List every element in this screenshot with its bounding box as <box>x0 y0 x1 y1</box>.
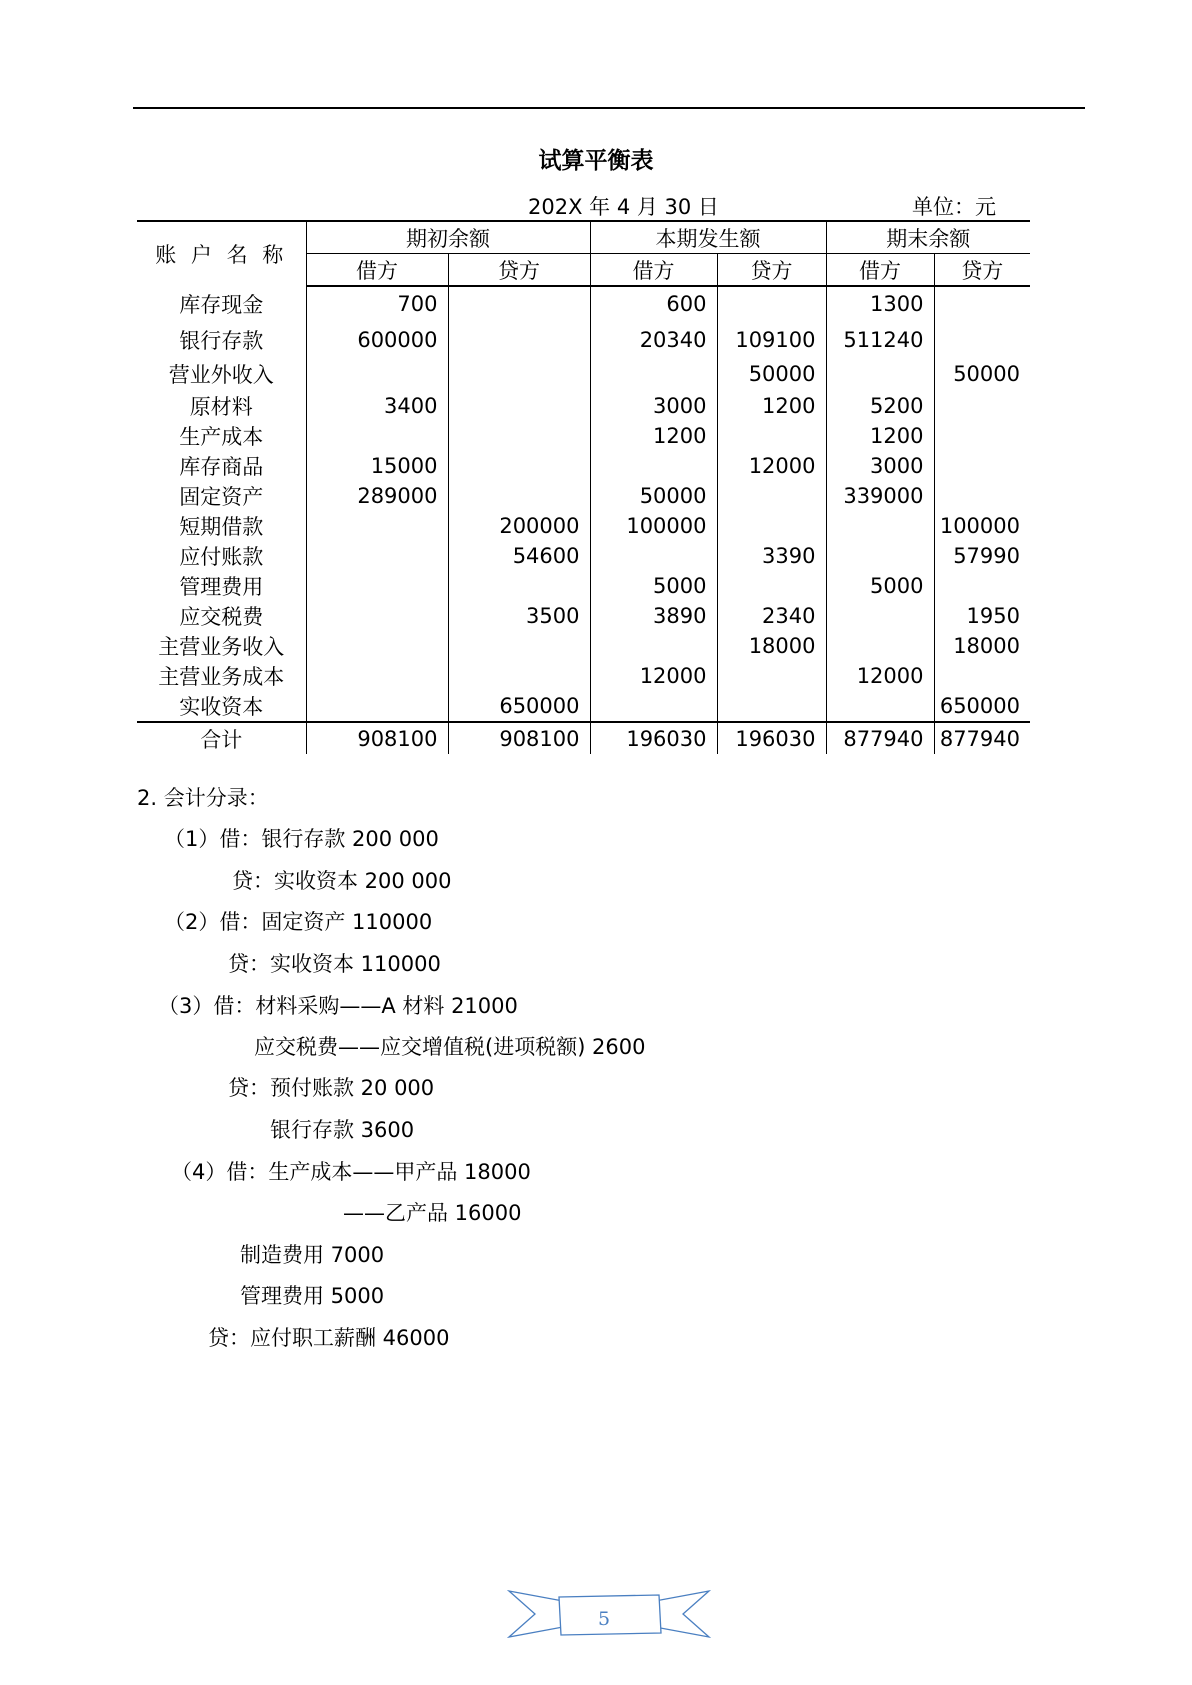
opening-credit-cell: 200000 <box>448 511 590 541</box>
period-debit-cell: 1200 <box>590 421 717 451</box>
total-row <box>137 722 1030 754</box>
opening-credit-cell: 3500 <box>448 601 590 631</box>
total-opening-debit: 908100 <box>306 722 448 754</box>
opening-debit-cell: 3400 <box>306 390 448 421</box>
period-debit-cell: 3000 <box>590 390 717 421</box>
account-name-cell: 固定资产 <box>179 485 264 509</box>
total-period-credit: 196030 <box>717 722 826 754</box>
journal-line: （1）借：银行存款 200 000 <box>164 827 439 851</box>
closing-credit-cell: 650000 <box>934 691 1030 722</box>
opening-credit-cell <box>448 390 590 421</box>
opening-credit-cell <box>448 286 590 321</box>
period-debit-cell: 5000 <box>590 571 717 601</box>
closing-credit-cell <box>934 286 1030 321</box>
period-credit-cell <box>717 421 826 451</box>
closing-credit-cell <box>934 571 1030 601</box>
account-name-cell: 短期借款 <box>179 515 264 539</box>
period-credit-cell <box>717 481 826 511</box>
period-credit-cell <box>717 571 826 601</box>
account-name-cell: 银行存款 <box>179 328 264 353</box>
ledger-row <box>137 601 1030 631</box>
debit-header: 借方 <box>826 254 934 287</box>
closing-credit-cell: 57990 <box>934 541 1030 571</box>
ledger-row <box>137 511 1030 541</box>
header-rule <box>133 107 1085 109</box>
ledger-row <box>137 481 1030 511</box>
opening-credit-cell <box>448 631 590 661</box>
closing-debit-cell <box>826 691 934 722</box>
ledger-row <box>137 358 1030 390</box>
credit-header: 贷方 <box>448 254 590 287</box>
journal-line: 贷：实收资本 200 000 <box>232 869 452 893</box>
period-debit-cell: 3890 <box>590 601 717 631</box>
account-name-cell: 库存现金 <box>179 292 264 317</box>
ledger-body <box>137 286 1030 722</box>
period-credit-cell <box>717 286 826 321</box>
period-debit-cell: 50000 <box>590 481 717 511</box>
credit-header: 贷方 <box>934 254 1030 287</box>
opening-balance-header: 期初余额 <box>306 221 590 254</box>
closing-debit-cell: 5000 <box>826 571 934 601</box>
closing-credit-cell <box>934 451 1030 481</box>
total-label: 合计 <box>137 722 306 754</box>
closing-credit-cell <box>934 481 1030 511</box>
closing-debit-cell: 5200 <box>826 390 934 421</box>
closing-credit-cell <box>934 661 1030 691</box>
journal-line: 管理费用 5000 <box>240 1284 385 1308</box>
ledger-row <box>137 691 1030 722</box>
closing-credit-cell: 1950 <box>934 601 1030 631</box>
period-credit-cell: 1200 <box>717 390 826 421</box>
journal-line: （4）借：生产成本——甲产品 18000 <box>171 1160 531 1184</box>
account-name-cell: 应交税费 <box>179 605 264 629</box>
ledger-row <box>137 631 1030 661</box>
period-credit-cell: 18000 <box>717 631 826 661</box>
journal-line: 贷：实收资本 110000 <box>228 952 441 976</box>
closing-credit-cell: 18000 <box>934 631 1030 661</box>
opening-debit-cell: 700 <box>306 286 448 321</box>
opening-credit-cell <box>448 421 590 451</box>
opening-credit-cell: 54600 <box>448 541 590 571</box>
closing-credit-cell <box>934 321 1030 358</box>
period-credit-cell: 12000 <box>717 451 826 481</box>
total-closing-credit: 877940 <box>934 722 1030 754</box>
period-debit-cell <box>590 451 717 481</box>
opening-debit-cell <box>306 661 448 691</box>
opening-debit-cell <box>306 541 448 571</box>
closing-balance-header: 期末余额 <box>826 221 1030 254</box>
journal-line: （3）借：材料采购——A 材料 21000 <box>158 994 518 1018</box>
account-name-cell: 主营业务收入 <box>158 635 285 659</box>
period-debit-cell: 600 <box>590 286 717 321</box>
period-credit-cell <box>717 511 826 541</box>
opening-debit-cell <box>306 421 448 451</box>
closing-credit-cell <box>934 421 1030 451</box>
opening-debit-cell <box>306 601 448 631</box>
opening-credit-cell <box>448 321 590 358</box>
opening-credit-cell <box>448 481 590 511</box>
account-name-cell: 生产成本 <box>179 425 264 449</box>
closing-debit-cell <box>826 358 934 390</box>
journal-line: 银行存款 3600 <box>270 1118 415 1142</box>
closing-debit-cell <box>826 601 934 631</box>
page-number: 5 <box>597 1608 611 1630</box>
trial-balance-table <box>137 220 1030 754</box>
opening-credit-cell <box>448 358 590 390</box>
opening-debit-cell: 15000 <box>306 451 448 481</box>
period-credit-cell: 3390 <box>717 541 826 571</box>
period-credit-cell: 109100 <box>717 321 826 358</box>
closing-debit-cell <box>826 511 934 541</box>
total-closing-debit: 877940 <box>826 722 934 754</box>
closing-debit-cell <box>826 631 934 661</box>
journal-line: ——乙产品 16000 <box>343 1201 522 1225</box>
account-name-header: 账 户 名 称 <box>137 221 306 286</box>
period-debit-cell <box>590 541 717 571</box>
unit-label: 单位：元 <box>912 195 996 219</box>
opening-debit-cell <box>306 358 448 390</box>
ledger-row <box>137 661 1030 691</box>
report-date: 202X 年 4 月 30 日 <box>528 195 719 219</box>
ledger-row <box>137 321 1030 358</box>
period-credit-cell: 2340 <box>717 601 826 631</box>
account-name-cell: 营业外收入 <box>168 363 274 387</box>
period-credit-cell: 50000 <box>717 358 826 390</box>
ledger-row <box>137 286 1030 321</box>
period-debit-cell: 20340 <box>590 321 717 358</box>
closing-debit-cell: 339000 <box>826 481 934 511</box>
period-debit-cell <box>590 691 717 722</box>
journal-line: 贷：应付职工薪酬 46000 <box>208 1326 450 1350</box>
period-credit-cell <box>717 661 826 691</box>
period-debit-cell <box>590 358 717 390</box>
ledger-row <box>137 390 1030 421</box>
opening-credit-cell <box>448 451 590 481</box>
ledger-row <box>137 421 1030 451</box>
closing-debit-cell <box>826 541 934 571</box>
closing-credit-cell: 50000 <box>934 358 1030 390</box>
ledger-row <box>137 451 1030 481</box>
period-debit-cell: 12000 <box>590 661 717 691</box>
journal-line: 制造费用 7000 <box>240 1243 385 1267</box>
debit-header: 借方 <box>306 254 448 287</box>
opening-debit-cell <box>306 631 448 661</box>
closing-credit-cell <box>934 390 1030 421</box>
opening-debit-cell <box>306 511 448 541</box>
opening-debit-cell: 289000 <box>306 481 448 511</box>
period-debit-cell: 100000 <box>590 511 717 541</box>
opening-credit-cell: 650000 <box>448 691 590 722</box>
opening-debit-cell <box>306 571 448 601</box>
journal-line: （2）借：固定资产 110000 <box>164 910 433 934</box>
entries-heading: 2. 会计分录： <box>137 786 269 810</box>
total-opening-credit: 908100 <box>448 722 590 754</box>
closing-credit-cell: 100000 <box>934 511 1030 541</box>
closing-debit-cell: 3000 <box>826 451 934 481</box>
account-name-cell: 原材料 <box>189 394 253 419</box>
account-name-cell: 实收资本 <box>179 695 264 719</box>
period-activity-header: 本期发生额 <box>590 221 826 254</box>
opening-credit-cell <box>448 661 590 691</box>
account-name-cell: 主营业务成本 <box>158 665 285 689</box>
closing-debit-cell: 12000 <box>826 661 934 691</box>
opening-debit-cell <box>306 691 448 722</box>
opening-debit-cell: 600000 <box>306 321 448 358</box>
document-title: 试算平衡表 <box>538 148 654 174</box>
closing-debit-cell: 511240 <box>826 321 934 358</box>
total-period-debit: 196030 <box>590 722 717 754</box>
account-name-cell: 管理费用 <box>179 575 264 599</box>
debit-header: 借方 <box>590 254 717 287</box>
journal-line: 应交税费——应交增值税(进项税额) 2600 <box>254 1035 646 1059</box>
closing-debit-cell: 1300 <box>826 286 934 321</box>
credit-header: 贷方 <box>717 254 826 287</box>
ledger-row <box>137 571 1030 601</box>
opening-credit-cell <box>448 571 590 601</box>
ledger-row <box>137 541 1030 571</box>
closing-debit-cell: 1200 <box>826 421 934 451</box>
account-name-cell: 库存商品 <box>179 455 264 479</box>
account-name-cell: 应付账款 <box>179 545 264 569</box>
period-debit-cell <box>590 631 717 661</box>
period-credit-cell <box>717 691 826 722</box>
journal-line: 贷：预付账款 20 000 <box>228 1076 435 1100</box>
